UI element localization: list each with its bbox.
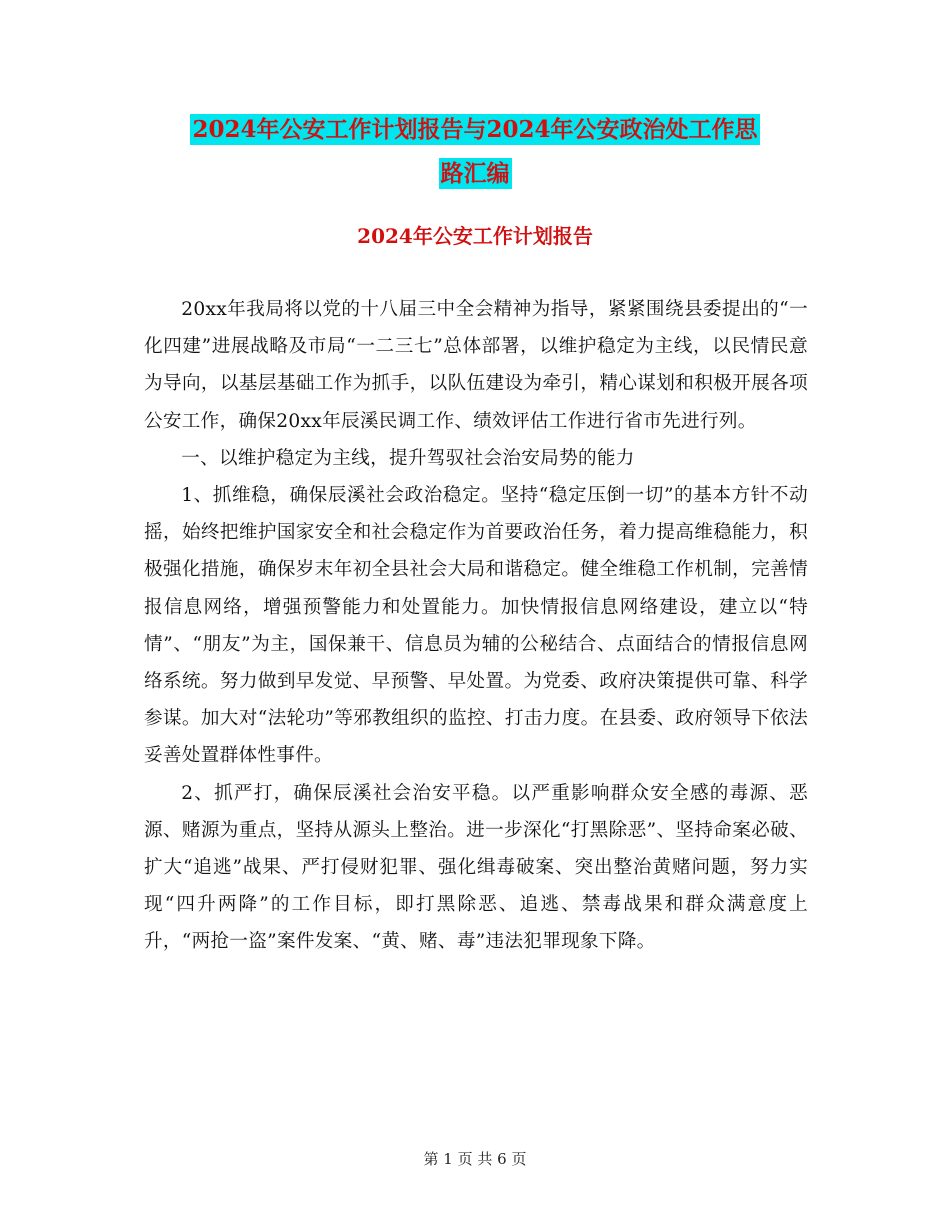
paragraph: 1、抓维稳，确保辰溪社会政治稳定。坚持“稳定压倒一切”的基本方针不动摇，始终把维护国家安全和社会稳定作为首要政治任务，着力提高维稳能力，积极强化措施，确保岁末年初全县社会大局和谐稳定。健全维稳工作机制，完善情报信息网络，增强预警能力和处置能力。加快情报信息网络建设，建立以“特情”、“朋友”为主，国保兼干、信息员为辅的公秘结合、点面结合的情报信息网络系统。努力做到早发觉、早预警、早处置。为党委、政府决策提供可靠、科学参谋。加大对“法轮功”等邪教组织的监控、打击力度。在县委、政府领导下依法妥善处置群体性事件。 (144, 485, 808, 767)
document-title-line-2 (140, 150, 810, 198)
paragraph: 一、以维护稳定为主线，提升驾驭社会治安局势的能力 (181, 447, 635, 469)
title-highlight: 路汇编 (440, 160, 510, 187)
document-body (144, 291, 808, 961)
paragraph: 20xx年我局将以党的十八届三中全会精神为指导，紧紧围绕县委提出的“一化四建”进展战略及市局“一二三七”总体部署，以维护稳定为主线，以民情民意为导向，以基层基础工作为抓手，以队伍建设为牵引，精心谋划和积极开展各项公安工作，确保20xx年辰溪民调工作、绩效评估工作进行省市先进行列。 (144, 299, 808, 432)
document-title-line-1 (140, 106, 810, 154)
section-title: 2024年公安工作计划报告 (357, 224, 593, 248)
paragraph: 2、抓严打，确保辰溪社会治安平稳。以严重影响群众安全感的毒源、恶源、赌源为重点，坚持从源头上整治。进一步深化“打黑除恶”、坚持命案必破、扩大“追逃”战果、严打侵财犯罪、强化缉毒破案、突出整治黄赌问题，努力实现“四升两降”的工作目标，即打黑除恶、追逃、禁毒战果和群众满意度上升，“两抢一盗”案件发案、“黄、赌、毒”违法犯罪现象下降。 (144, 782, 808, 953)
page-footer: 第 1 页 共 6 页 (423, 1150, 527, 1168)
title-highlight: 2024年公安工作计划报告与2024年公安政治处工作思 (192, 116, 758, 143)
